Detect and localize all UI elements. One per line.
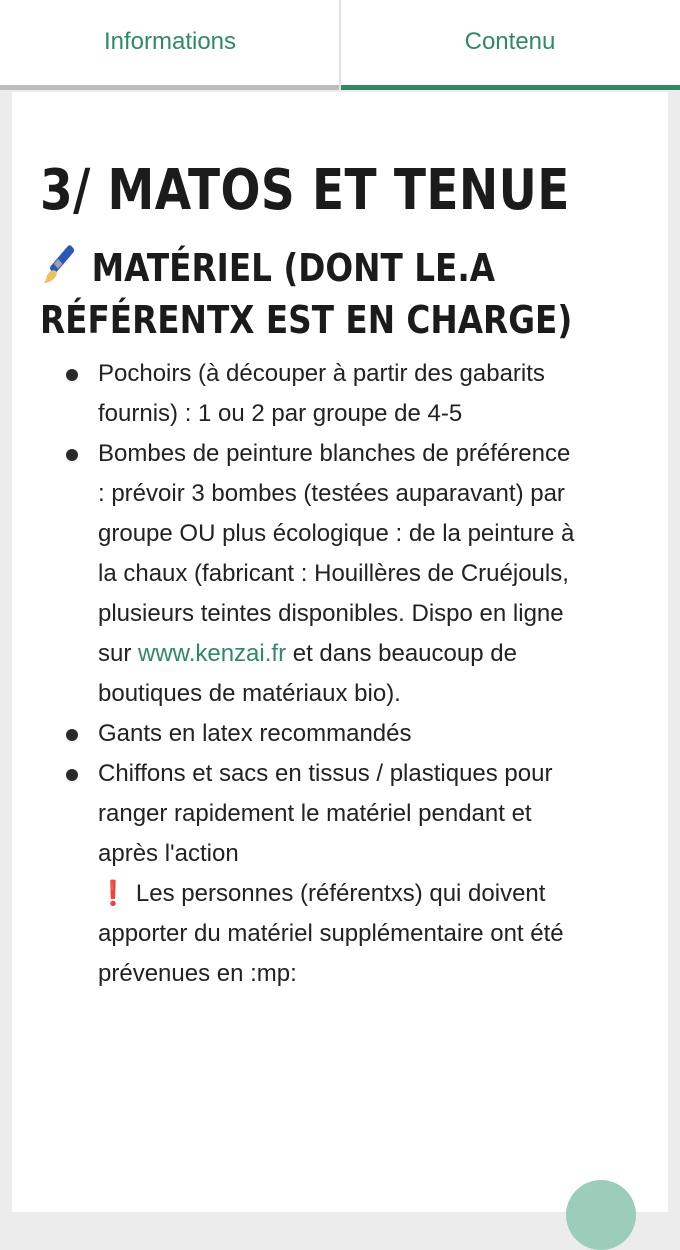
alert-note bbox=[98, 874, 578, 994]
paintbrush-icon bbox=[40, 245, 85, 285]
material-list bbox=[40, 354, 640, 994]
list-item bbox=[98, 754, 578, 994]
list-item-text: Pochoirs (à découper à partir des gabarits fournis) : 1 ou 2 par groupe de 4-5 bbox=[98, 360, 545, 427]
list-item-text: Chiffons et sacs en tissus / plastiques pour ranger rapidement le matériel pendant et après l'action bbox=[98, 760, 553, 867]
tab-contenu-label: Contenu bbox=[464, 28, 556, 55]
list-item-text: Gants en latex recommandés bbox=[98, 720, 412, 747]
floating-action-button[interactable] bbox=[566, 1180, 636, 1250]
list-item-text-before-link: Bombes de peinture blanches de préférence : prévoir 3 bombes (testées auparavant) par groupe OU plus écologique : de la peinture à la chaux (fabricant : Houillères de Cruéjouls, plusieurs teintes disponibles. Dispo en ligne sur bbox=[98, 440, 575, 667]
kenzai-link[interactable]: www.kenzai.fr bbox=[138, 640, 287, 667]
tab-divider bbox=[339, 0, 341, 90]
list-item-text-after-link: et dans beaucoup de boutiques de matériaux bio). bbox=[98, 640, 517, 707]
tab-contenu[interactable] bbox=[340, 0, 680, 90]
page-title: 3/ MATOS ET TENUE bbox=[40, 158, 570, 223]
exclamation-icon: ❗ bbox=[98, 880, 128, 907]
tab-informations[interactable] bbox=[0, 0, 340, 90]
article-body bbox=[12, 92, 668, 994]
alert-note-text: Les personnes (référentxs) qui doivent apporter du matériel supplémentaire ont été prévenues en :mp: bbox=[98, 880, 564, 987]
list-item bbox=[98, 714, 578, 754]
bullet-dot bbox=[66, 369, 78, 381]
bullet-dot bbox=[66, 729, 78, 741]
section-title bbox=[40, 242, 659, 346]
content-card bbox=[12, 92, 668, 1212]
tab-contenu-indicator bbox=[340, 85, 680, 90]
tab-informations-indicator bbox=[0, 85, 340, 90]
list-item bbox=[98, 354, 578, 434]
bullet-dot bbox=[66, 769, 78, 781]
bullet-dot bbox=[66, 449, 78, 461]
tab-informations-label: Informations bbox=[103, 28, 237, 55]
tab-bar bbox=[0, 0, 680, 90]
list-item bbox=[98, 434, 578, 714]
section-title-text: MATÉRIEL (DONT LE.A RÉFÉRENTX EST EN CHARGE) bbox=[40, 246, 573, 342]
